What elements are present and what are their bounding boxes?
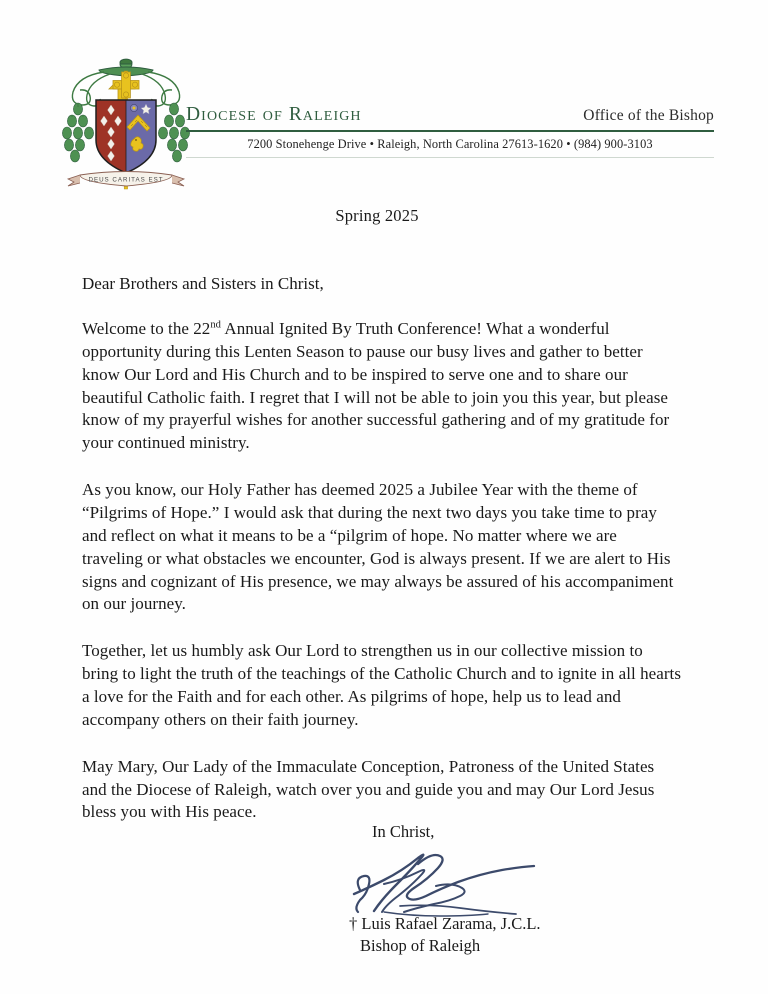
letterhead (0, 0, 768, 200)
closing-salutation: In Christ, (372, 822, 435, 841)
signature-area (82, 850, 682, 965)
salutation: Dear Brothers and Sisters in Christ, (82, 274, 324, 293)
header-rule (186, 130, 714, 132)
closing-block (82, 822, 682, 965)
signature-name: † Luis Rafael Zarama, J.C.L. (349, 914, 541, 933)
office-title: Office of the Bishop (583, 107, 714, 124)
letterhead-text (186, 104, 714, 158)
address-line: 7200 Stonehenge Drive • Raleigh, North Carolina 27613-1620 • (984) 900-3103 (247, 137, 653, 151)
motto-scroll-icon (68, 172, 184, 187)
motto-text: DEUS CARITAS EST (88, 176, 164, 184)
letter-body (82, 206, 682, 824)
paragraph-4: May Mary, Our Lady of the Immaculate Conception, Patroness of the United States and the Diocese of Raleigh, watch over you and guide you and may Our Lord Jesus bless you with His peace. (82, 756, 655, 822)
ordinal-suffix: nd (210, 319, 221, 331)
tassels-right-icon (158, 103, 189, 162)
diocese-name: Diocese of Raleigh (186, 104, 362, 125)
paragraph-1 (82, 318, 682, 455)
date-line: Spring 2025 (335, 206, 419, 225)
signature-role: Bishop of Raleigh (360, 936, 481, 955)
tassels-left-icon (62, 103, 93, 162)
paragraph-3: Together, let us humbly ask Our Lord to strengthen us in our collective mission to bring to light the truth of the teachings of the Catholic Church and to ignite in all hearts a love for the Faith and for each other. As pilgrims of hope, help us to lead and accompany others on their faith journey. (82, 641, 681, 729)
paragraph-1-pre: Welcome to the 22 (82, 319, 211, 338)
shield-icon (96, 100, 156, 175)
coat-of-arms (58, 55, 194, 200)
header-rule-secondary (186, 157, 714, 158)
paragraph-1-post: Annual Ignited By Truth Conference! What a wonderful opportunity during this Lenten Season to pause our busy lives and gather to better know Our Lord and His Church and to be inspired to serve one and to share our beautiful Catholic faith. I regret that I will not be able to join you this year, but please know of my prayerful wishes for another successful gathering and of my gratitude for your continued ministry. (82, 319, 670, 453)
paragraph-2: As you know, our Holy Father has deemed 2025 a Jubilee Year with the theme of “Pilgrims of Hope.” I would ask that during the next two days you take time to pray and reflect on what it means to be a “pilgrim of hope. No matter where we are traveling or what obstacles we encounter, God is always present. If we are alert to His signs and cognizant of His presence, we may always be assured of his accompaniment on our journey. (82, 480, 674, 614)
